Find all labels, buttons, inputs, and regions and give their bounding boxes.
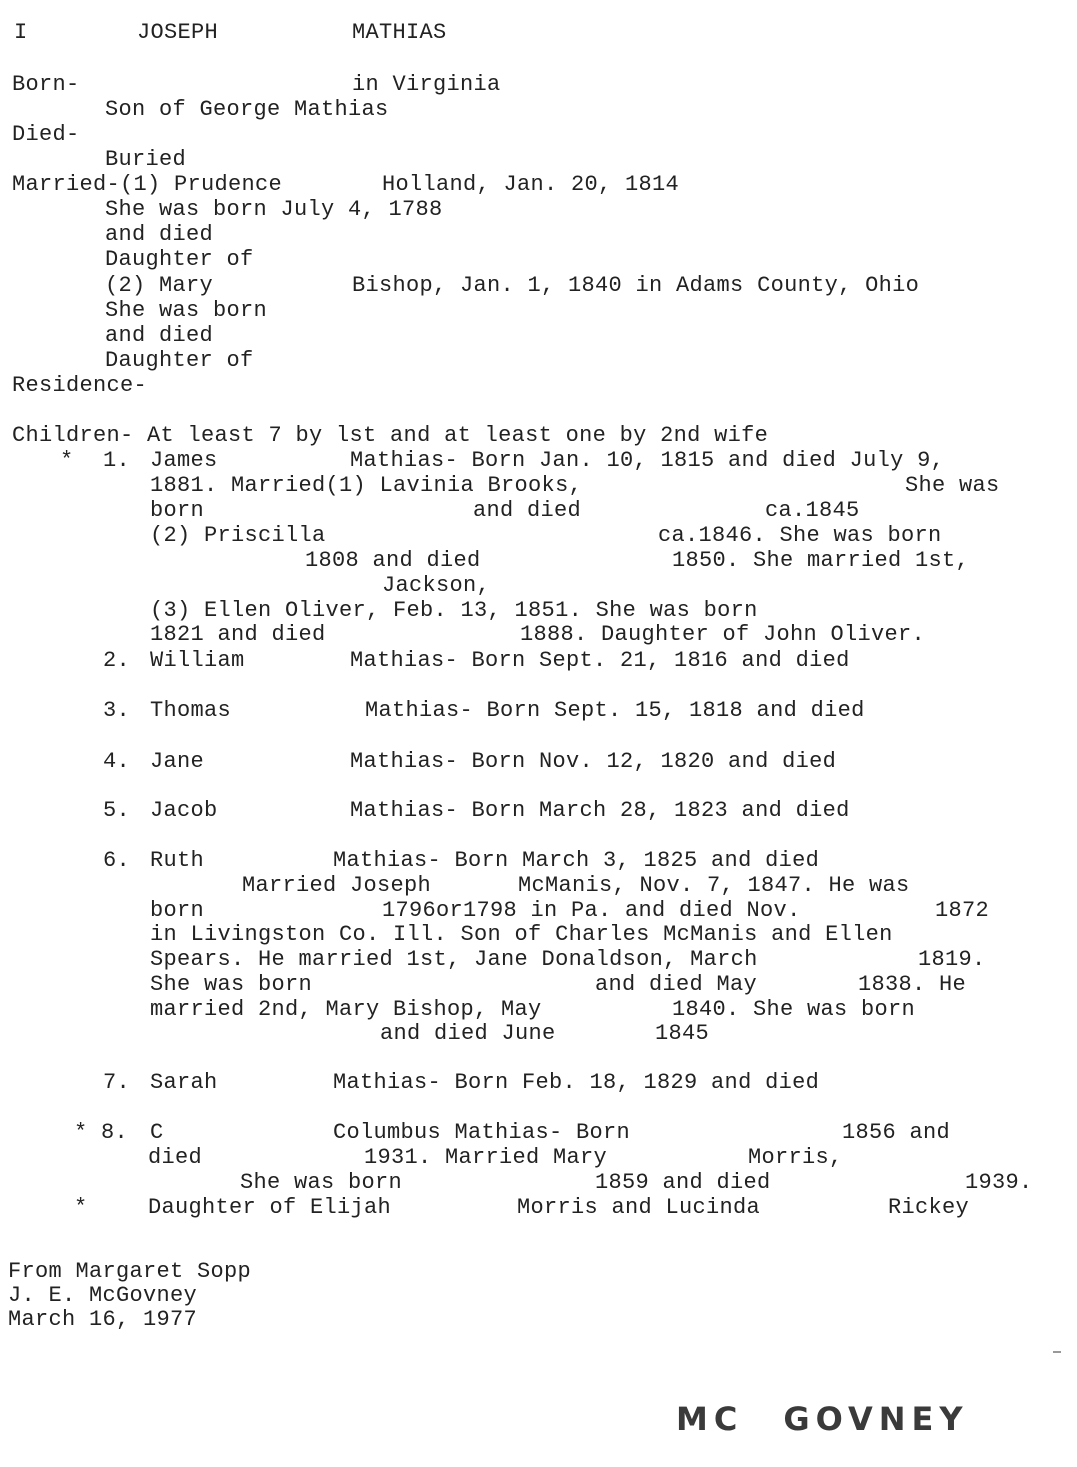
- child-number: 3.: [103, 698, 131, 723]
- child-name: William: [150, 648, 245, 673]
- child-line: and died: [473, 498, 582, 523]
- child-line: Jackson,: [382, 573, 491, 598]
- child-number: 8.: [101, 1120, 129, 1145]
- child-line: 1872: [935, 898, 990, 923]
- child-line: Mathias- Born Feb. 18, 1829 and died: [333, 1070, 820, 1095]
- son-of: Son of George Mathias: [105, 97, 389, 122]
- child-line: 1819.: [918, 947, 986, 972]
- child-line: and died June: [380, 1021, 556, 1046]
- child-name: Sarah: [150, 1070, 218, 1095]
- child-line: Morris and Lucinda: [517, 1195, 761, 1220]
- roman-numeral: I: [14, 20, 28, 45]
- child-name: Jacob: [150, 798, 218, 823]
- married-2-detail: Bishop, Jan. 1, 1840 in Adams County, Ohio: [352, 273, 920, 298]
- child-line: Mathias- Born Nov. 12, 1820 and died: [350, 749, 837, 774]
- buried-label: Buried: [105, 147, 187, 172]
- child-line: 1821 and died: [150, 622, 326, 647]
- footer-date: March 16, 1977: [8, 1307, 198, 1332]
- born-label: Born-: [12, 72, 80, 97]
- wife2-died: and died: [105, 323, 214, 348]
- footer-source: From Margaret Sopp: [8, 1259, 252, 1284]
- child-name: James: [150, 448, 218, 473]
- wife1-died: and died: [105, 222, 214, 247]
- ancestor-star: *: [74, 1120, 88, 1145]
- children-header: Children- At least 7 by lst and at least one by 2nd wife: [12, 423, 769, 448]
- child-line: born: [150, 498, 205, 523]
- child-line: McManis, Nov. 7, 1847. He was: [518, 873, 910, 898]
- child-name: Jane: [150, 749, 205, 774]
- child-line: Mathias- Born Sept. 21, 1816 and died: [350, 648, 850, 673]
- child-line: born: [150, 898, 205, 923]
- child-line: in Livingston Co. Ill. Son of Charles McManis and Ellen: [150, 922, 893, 947]
- child-line: 1939.: [965, 1170, 1033, 1195]
- child-number: 5.: [103, 798, 131, 823]
- child-line: 1856 and: [842, 1120, 951, 1145]
- child-line: 1850. She married 1st,: [672, 548, 970, 573]
- ancestor-star: *: [74, 1195, 88, 1220]
- child-line: Mathias- Born Jan. 10, 1815 and died July 9,: [350, 448, 945, 473]
- ancestor-star: *: [60, 448, 74, 473]
- child-line: 1881. Married(1) Lavinia Brooks,: [150, 473, 583, 498]
- child-line: 1931. Married Mary: [364, 1145, 608, 1170]
- died-label: Died-: [12, 122, 80, 147]
- child-line: She was born: [150, 972, 313, 997]
- child-number: 7.: [103, 1070, 131, 1095]
- wife2-daughter: Daughter of: [105, 348, 254, 373]
- child-line: (2) Priscilla: [150, 523, 326, 548]
- child-line: died: [148, 1145, 203, 1170]
- child-line: Daughter of Elijah: [148, 1195, 392, 1220]
- wife2-born: She was born: [105, 298, 268, 323]
- child-line: (3) Ellen Oliver, Feb. 13, 1851. She was born: [150, 598, 758, 623]
- married-label: Married-(1) Prudence: [12, 172, 283, 197]
- child-line: Spears. He married 1st, Jane Donaldson, March: [150, 947, 758, 972]
- child-line: Mathias- Born March 3, 1825 and died: [333, 848, 820, 873]
- child-line: 1808 and died: [305, 548, 481, 573]
- stray-mark: [1053, 1351, 1061, 1353]
- child-line: 1859 and died: [595, 1170, 771, 1195]
- name-stamp: [676, 1400, 969, 1438]
- child-line: 1840. She was born: [672, 997, 916, 1022]
- residence-label: Residence-: [12, 373, 148, 398]
- married-1-detail: Holland, Jan. 20, 1814: [382, 172, 680, 197]
- child-line: Married Joseph: [242, 873, 432, 898]
- first-name: JOSEPH: [137, 20, 219, 45]
- child-line: Morris,: [748, 1145, 843, 1170]
- child-line: She was born: [240, 1170, 403, 1195]
- born-place: in Virginia: [352, 72, 501, 97]
- married-2-name: (2) Mary: [105, 273, 214, 298]
- child-line: and died May: [595, 972, 758, 997]
- child-line: She was: [905, 473, 1000, 498]
- child-line: 1888. Daughter of John Oliver.: [520, 622, 926, 647]
- wife1-born: She was born July 4, 1788: [105, 197, 443, 222]
- child-number: 6.: [103, 848, 131, 873]
- child-name: Thomas: [150, 698, 232, 723]
- child-line: Columbus Mathias- Born: [333, 1120, 631, 1145]
- child-line: ca.1845: [765, 498, 860, 523]
- footer-compiler: J. E. McGovney: [8, 1283, 198, 1308]
- child-line: Mathias- Born Sept. 15, 1818 and died: [365, 698, 865, 723]
- child-line: 1845: [655, 1021, 710, 1046]
- child-name: Ruth: [150, 848, 205, 873]
- stamp-word-2: GOVNEY: [783, 1400, 969, 1438]
- stamp-word-1: MC: [676, 1400, 744, 1438]
- wife1-daughter: Daughter of: [105, 247, 254, 272]
- child-line: 1796or1798 in Pa. and died Nov.: [382, 898, 801, 923]
- child-name: C: [150, 1120, 164, 1145]
- child-number: 2.: [103, 648, 131, 673]
- child-line: Rickey: [888, 1195, 970, 1220]
- child-line: married 2nd, Mary Bishop, May: [150, 997, 542, 1022]
- child-line: ca.1846. She was born: [658, 523, 942, 548]
- surname: MATHIAS: [352, 20, 447, 45]
- child-number: 1.: [103, 448, 131, 473]
- child-line: 1838. He: [858, 972, 967, 997]
- child-number: 4.: [103, 749, 131, 774]
- child-line: Mathias- Born March 28, 1823 and died: [350, 798, 850, 823]
